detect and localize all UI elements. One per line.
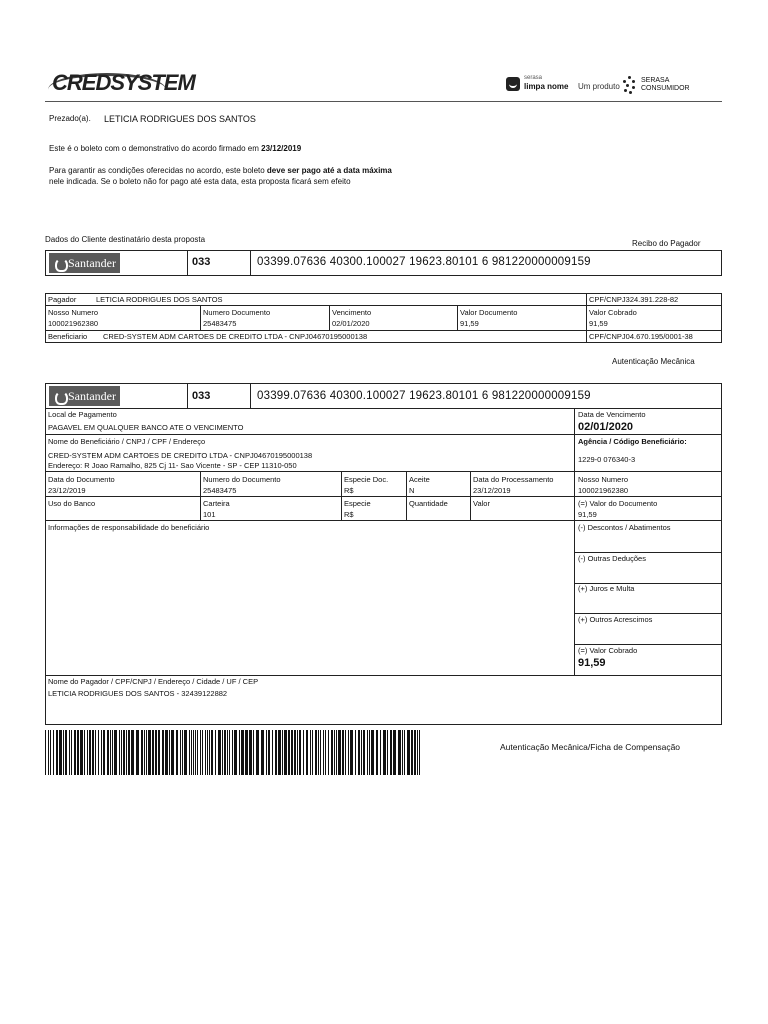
barcode-bar	[318, 730, 319, 775]
divider	[250, 383, 251, 408]
barcode-bar	[207, 730, 208, 775]
barcode-bar	[234, 730, 237, 775]
barcode-bar	[272, 730, 273, 775]
numero-documento-label: Numero do Documento	[203, 475, 281, 484]
data-vencimento-value: 02/01/2020	[578, 421, 634, 433]
barcode-bar	[84, 730, 85, 775]
barcode-bar	[361, 730, 362, 775]
barcode-bar	[278, 730, 281, 775]
beneficiario-line-2: Endereço: R Joao Ramalho, 825 Cj 11- Sao Vicente - SP - CEP 11310-050	[48, 461, 297, 470]
barcode-bar	[331, 730, 333, 775]
nome-pagador-label: Nome do Pagador / CPF/CNPJ / Endereço / Cidade / UF / CEP	[48, 677, 259, 686]
nome-beneficiario-label: Nome do Beneficiário / CNPJ / CPF / Endereço	[48, 437, 206, 446]
valor-documento-label: Valor Documento	[460, 308, 518, 317]
barcode-bar	[363, 730, 365, 775]
barcode-bar	[180, 730, 181, 775]
especie-doc-value: R$	[344, 486, 354, 495]
valor-cobrado-value: 91,59	[578, 657, 606, 669]
slip-bank-code: 033	[192, 390, 211, 402]
serasa-name-2: CONSUMIDOR	[641, 85, 690, 92]
divider	[45, 330, 722, 331]
divider	[45, 675, 722, 676]
barcode-bar	[417, 730, 418, 775]
slip-santander-logo	[49, 386, 120, 406]
serasa-small-label: serasa	[524, 75, 543, 81]
barcode-bar	[249, 730, 252, 775]
receipt-digitable-line: 03399.07636 40300.100027 19623.80101 6 981220000009159	[257, 256, 591, 268]
letter-line-2-text: Para garantir as condições oferecidas no acordo, este boleto	[49, 166, 265, 175]
barcode-bar	[402, 730, 403, 775]
barcode-bar	[376, 730, 378, 775]
pagador-value: LETICIA RODRIGUES DOS SANTOS	[96, 295, 223, 304]
barcode-bar	[136, 730, 139, 775]
data-processamento-value: 23/12/2019	[473, 486, 511, 495]
barcode-bar	[48, 730, 49, 775]
valor-cobrado-label: Valor Cobrado	[589, 308, 637, 317]
divider	[250, 250, 251, 276]
barcode-bar	[155, 730, 157, 775]
barcode-bar	[358, 730, 360, 775]
receipt-bank-name: Santander	[68, 255, 116, 270]
barcode-bar	[334, 730, 335, 775]
barcode-bar	[87, 730, 88, 775]
barcode-bar	[146, 730, 147, 775]
valor-label: Valor	[473, 499, 490, 508]
quantidade-label: Quantidade	[409, 499, 448, 508]
barcode-bar	[371, 730, 374, 775]
barcode-bar	[261, 730, 264, 775]
santander-flame-icon	[55, 391, 64, 401]
barcode-bar	[268, 730, 270, 775]
valor-documento-value: 91,59	[578, 510, 597, 519]
barcode-bar	[121, 730, 122, 775]
barcode-bar	[266, 730, 267, 775]
divider	[45, 471, 722, 472]
serasa-consumidor-label	[641, 77, 690, 93]
divider	[45, 496, 722, 497]
barcode-bar	[325, 730, 326, 775]
barcode-bar	[107, 730, 109, 775]
especie-label: Especie	[344, 499, 371, 508]
barcode-bar	[323, 730, 324, 775]
local-pagamento-value: PAGAVEL EM QUALQUER BANCO ATE O VENCIMENTO	[48, 423, 244, 432]
divider	[406, 471, 407, 520]
agreement-date: 23/12/2019	[261, 144, 302, 153]
barcode	[45, 730, 423, 775]
pagador-cpf: CPF/CNPJ324.391.228-82	[589, 295, 679, 304]
slip-bank-name: Santander	[68, 388, 116, 403]
divider	[341, 471, 342, 520]
pagador-label: Pagador	[48, 295, 77, 304]
barcode-bar	[404, 730, 405, 775]
data-documento-value: 23/12/2019	[48, 486, 86, 495]
barcode-bar	[414, 730, 416, 775]
barcode-bar	[119, 730, 120, 775]
barcode-bar	[393, 730, 396, 775]
divider	[574, 408, 575, 675]
barcode-bar	[195, 730, 196, 775]
barcode-bar	[291, 730, 293, 775]
barcode-bar	[169, 730, 170, 775]
receipt-bank-code: 033	[192, 256, 211, 268]
barcode-bar	[200, 730, 201, 775]
serasa-big-label: limpa nome	[524, 82, 569, 91]
barcode-bar	[350, 730, 353, 775]
barcode-bar	[114, 730, 117, 775]
barcode-bar	[239, 730, 240, 775]
barcode-bar	[227, 730, 228, 775]
barcode-bar	[148, 730, 151, 775]
barcode-bar	[182, 730, 183, 775]
serasa-dots-icon	[623, 76, 637, 94]
divider	[574, 552, 722, 553]
barcode-bar	[312, 730, 313, 775]
carteira-value: 101	[203, 510, 216, 519]
divider	[574, 613, 722, 614]
letter-line-1	[49, 144, 301, 154]
barcode-bar	[398, 730, 401, 775]
divider	[45, 408, 722, 409]
barcode-bar	[390, 730, 392, 775]
especie-value: R$	[344, 510, 354, 519]
barcode-bar	[123, 730, 125, 775]
barcode-bar	[80, 730, 83, 775]
agencia-value: 1229-0 076340-3	[578, 455, 636, 464]
vencimento-value: 02/01/2020	[332, 319, 370, 328]
nosso-numero-value: 100021962380	[48, 319, 99, 328]
barcode-bar	[184, 730, 187, 775]
barcode-bar	[232, 730, 233, 775]
uso-banco-label: Uso do Banco	[48, 499, 96, 508]
carteira-label: Carteira	[203, 499, 230, 508]
barcode-bar	[380, 730, 381, 775]
beneficiario-line-1: CRED-SYSTEM ADM CARTOES DE CREDITO LTDA - CNPJ04670195000138	[48, 451, 313, 460]
barcode-bar	[69, 730, 70, 775]
receipt-santander-logo	[49, 253, 120, 273]
barcode-bar	[197, 730, 198, 775]
barcode-bar	[224, 730, 226, 775]
barcode-bar	[342, 730, 344, 775]
barcode-bar	[256, 730, 259, 775]
dados-cliente-label: Dados do Cliente destinatário desta proposta	[45, 235, 206, 244]
barcode-bar	[299, 730, 301, 775]
barcode-bar	[56, 730, 58, 775]
divider	[187, 383, 188, 408]
autenticacao-label: Autenticação Mecânica	[612, 357, 695, 366]
local-pagamento-label: Local de Pagamento	[48, 410, 117, 419]
nosso-numero-label: Nosso Numero	[48, 308, 99, 317]
barcode-bar	[294, 730, 296, 775]
divider	[200, 305, 201, 330]
divider	[329, 305, 330, 330]
agencia-label: Agência / Código Beneficiário:	[578, 437, 687, 446]
barcode-bar	[53, 730, 54, 775]
greeting-label: Prezado(a).	[49, 114, 91, 123]
barcode-bar	[310, 730, 311, 775]
divider	[45, 305, 722, 306]
barcode-bar	[191, 730, 192, 775]
beneficiario-value: CRED-SYSTEM ADM CARTOES DE CREDITO LTDA - CNPJ04670195000138	[103, 332, 368, 341]
slip-digitable-line: 03399.07636 40300.100027 19623.80101 6 981220000009159	[257, 390, 591, 402]
descontos-label: (-) Descontos / Abatimentos	[578, 523, 671, 532]
barcode-bar	[338, 730, 341, 775]
customer-name: LETICIA RODRIGUES DOS SANTOS	[104, 114, 256, 124]
especie-doc-label: Especie Doc.	[344, 475, 389, 484]
ficha-compensacao-label: Autenticação Mecânica/Ficha de Compensação	[500, 742, 681, 752]
letter-line-2	[49, 166, 392, 176]
barcode-bar	[383, 730, 386, 775]
barcode-bar	[407, 730, 410, 775]
aceite-label: Aceite	[409, 475, 430, 484]
barcode-bar	[245, 730, 248, 775]
barcode-bar	[59, 730, 62, 775]
recibo-pagador-label: Recibo do Pagador	[632, 239, 701, 248]
aceite-value: N	[409, 486, 415, 495]
numero-documento-value: 25483475	[203, 486, 237, 495]
barcode-bar	[65, 730, 67, 775]
barcode-bar	[282, 730, 283, 775]
barcode-bar	[218, 730, 221, 775]
barcode-bar	[193, 730, 194, 775]
barcode-bar	[306, 730, 308, 775]
barcode-bar	[128, 730, 130, 775]
barcode-bar	[345, 730, 346, 775]
divider	[586, 293, 587, 343]
barcode-bar	[152, 730, 154, 775]
barcode-bar	[74, 730, 76, 775]
barcode-bar	[50, 730, 51, 775]
valor-documento-value: 91,59	[460, 319, 479, 328]
nome-pagador-value: LETICIA RODRIGUES DOS SANTOS - 32439122882	[48, 689, 228, 698]
outras-deducoes-label: (-) Outras Deduções	[578, 554, 646, 563]
barcode-bar	[211, 730, 213, 775]
barcode-bar	[369, 730, 370, 775]
barcode-bar	[176, 730, 178, 775]
um-produto-label: Um produto	[578, 82, 620, 91]
informacoes-label: Informações de responsabilidade do beneficiário	[48, 523, 210, 532]
divider	[45, 434, 722, 435]
divider	[457, 305, 458, 330]
barcode-bar	[171, 730, 174, 775]
barcode-bar	[103, 730, 105, 775]
nosso-numero-value: 100021962380	[578, 486, 629, 495]
barcode-bar	[141, 730, 143, 775]
barcode-bar	[303, 730, 304, 775]
barcode-bar	[112, 730, 113, 775]
barcode-bar	[202, 730, 203, 775]
barcode-bar	[215, 730, 216, 775]
barcode-bar	[205, 730, 206, 775]
barcode-bar	[110, 730, 111, 775]
barcode-bar	[63, 730, 64, 775]
numero-documento-value: 25483475	[203, 319, 237, 328]
valor-cobrado-label: (=) Valor Cobrado	[578, 646, 638, 655]
juros-label: (+) Juros e Multa	[578, 584, 635, 593]
barcode-bar	[419, 730, 420, 775]
barcode-bar	[98, 730, 99, 775]
valor-cobrado-value: 91,59	[589, 319, 608, 328]
barcode-bar	[297, 730, 298, 775]
letter-line-2-bold: deve ser pago até a data máxima	[266, 166, 392, 175]
barcode-bar	[288, 730, 290, 775]
barcode-bar	[131, 730, 134, 775]
barcode-bar	[315, 730, 317, 775]
nosso-numero-label: Nosso Numero	[578, 475, 629, 484]
barcode-bar	[89, 730, 91, 775]
numero-documento-label: Numero Documento	[203, 308, 271, 317]
divider	[470, 471, 471, 520]
barcode-bar	[77, 730, 79, 775]
santander-flame-icon	[55, 258, 64, 268]
valor-documento-label: (=) Valor do Documento	[578, 499, 658, 508]
barcode-bar	[348, 730, 349, 775]
logo-text: CREDSYSTEM	[52, 70, 195, 95]
header-divider	[45, 101, 722, 102]
barcode-bar	[222, 730, 223, 775]
barcode-bar	[284, 730, 287, 775]
barcode-bar	[95, 730, 96, 775]
credsystem-logo	[48, 70, 195, 98]
barcode-bar	[189, 730, 190, 775]
barcode-bar	[158, 730, 160, 775]
barcode-bar	[45, 730, 46, 775]
data-vencimento-label: Data de Vencimento	[578, 410, 646, 419]
barcode-bar	[209, 730, 210, 775]
barcode-bar	[387, 730, 388, 775]
barcode-bar	[355, 730, 356, 775]
data-documento-label: Data do Documento	[48, 475, 115, 484]
divider	[200, 471, 201, 520]
barcode-bar	[320, 730, 321, 775]
beneficiario-cnpj: CPF/CNPJ04.670.195/0001-38	[589, 332, 693, 341]
barcode-bar	[126, 730, 127, 775]
divider	[574, 644, 722, 645]
serasa-smile-icon	[506, 77, 520, 91]
outros-acrescimos-label: (+) Outros Acrescimos	[578, 615, 653, 624]
divider	[45, 520, 722, 521]
barcode-bar	[229, 730, 230, 775]
letter-line-1-text: Este é o boleto com o demonstrativo do acordo firmado em	[49, 144, 259, 153]
barcode-bar	[101, 730, 102, 775]
barcode-bar	[275, 730, 277, 775]
barcode-bar	[367, 730, 368, 775]
barcode-bar	[162, 730, 164, 775]
beneficiario-label: Beneficiario	[48, 332, 88, 341]
divider	[187, 250, 188, 276]
barcode-bar	[336, 730, 337, 775]
barcode-bar	[241, 730, 244, 775]
barcode-bar	[165, 730, 168, 775]
data-processamento-label: Data do Processamento	[473, 475, 554, 484]
barcode-bar	[253, 730, 254, 775]
serasa-name-1: SERASA	[641, 77, 670, 84]
barcode-bar	[71, 730, 72, 775]
barcode-bar	[328, 730, 329, 775]
barcode-bar	[92, 730, 94, 775]
barcode-bar	[411, 730, 413, 775]
letter-line-3: nele indicada. Se o boleto não for pago até esta data, esta proposta ficará sem efeito	[49, 177, 351, 186]
barcode-bar	[144, 730, 145, 775]
vencimento-label: Vencimento	[332, 308, 372, 317]
